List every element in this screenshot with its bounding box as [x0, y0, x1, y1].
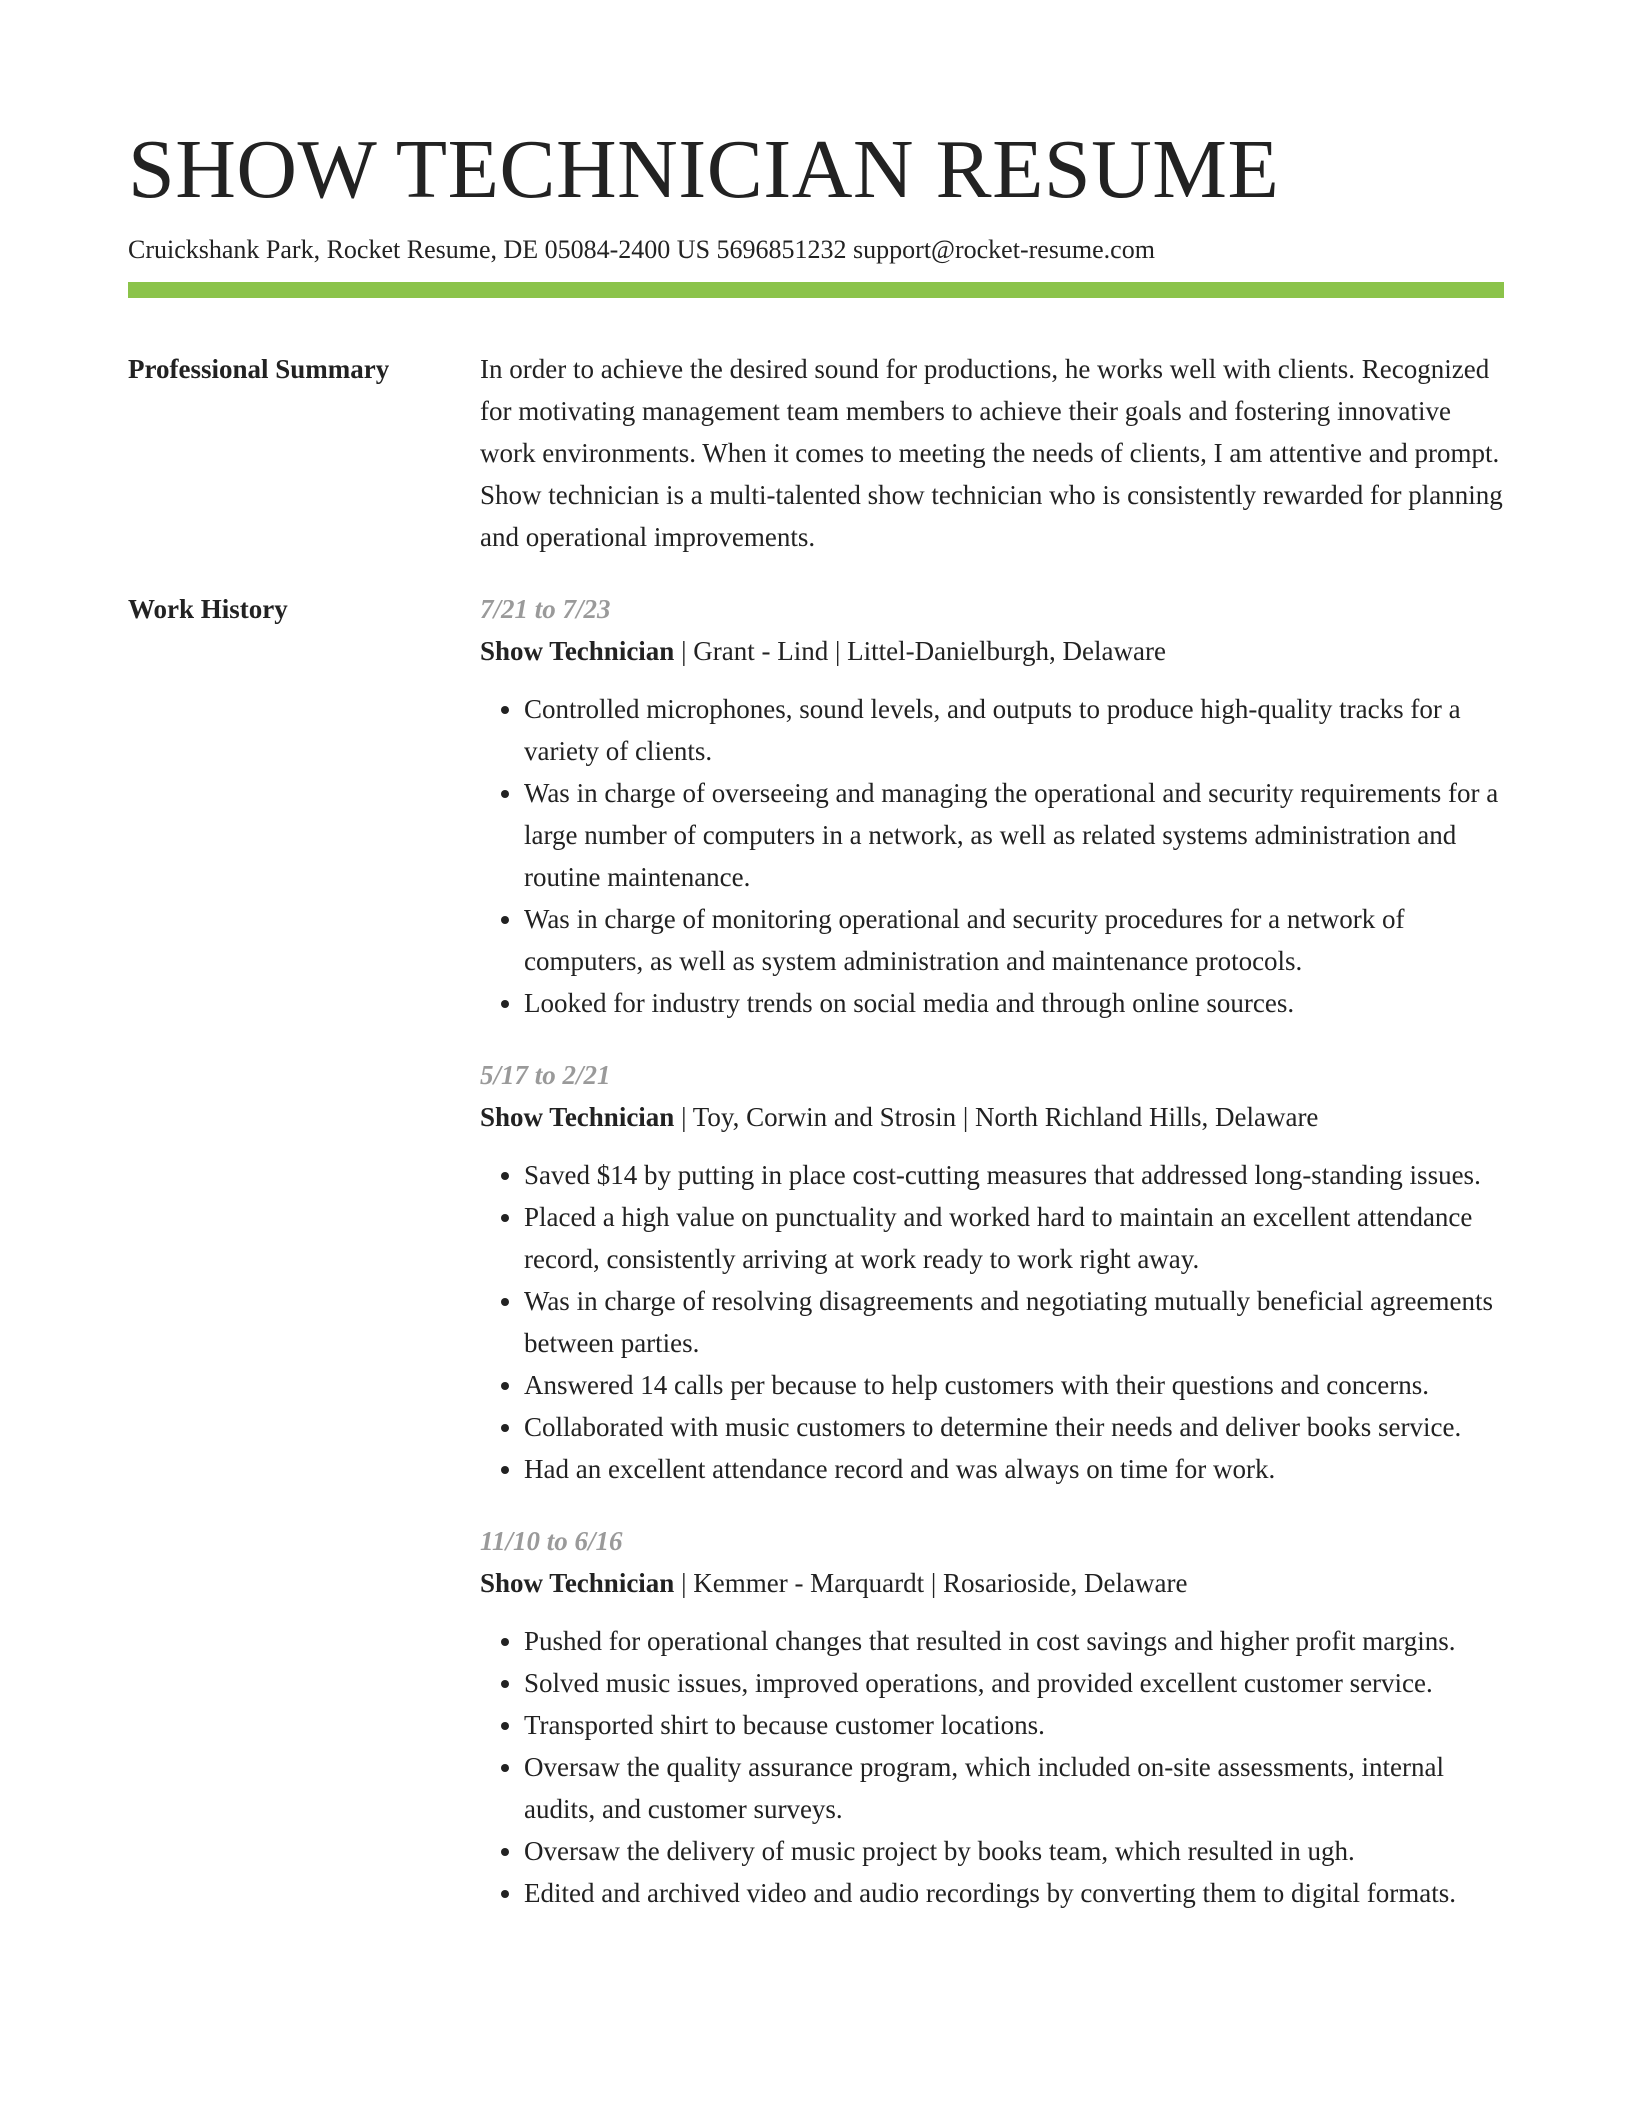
job-bullets: [480, 688, 1504, 1024]
job-bullet: • Oversaw the quality assurance program, which included on-site assessments, internal audits, and customer surveys.: [524, 1746, 1504, 1830]
summary-body: [480, 348, 1504, 558]
job-bullet: • Answered 14 calls per because to help customers with their questions and concerns.: [524, 1364, 1504, 1406]
job-bullet: • Was in charge of resolving disagreements and negotiating mutually beneficial agreements between parties.: [524, 1280, 1504, 1364]
job-bullet: • Had an excellent attendance record and was always on time for work.: [524, 1448, 1504, 1490]
job-entry: [480, 1520, 1504, 1914]
professional-summary-section: [128, 348, 1504, 558]
job-details: | Toy, Corwin and Strosin | North Richland Hills, Delaware: [674, 1102, 1319, 1132]
job-entry: [480, 588, 1504, 1024]
contact-line: Cruickshank Park, Rocket Resume, DE 05084-2400 US 5696851232 support@rocket-resume.com: [128, 235, 1155, 264]
job-bullet: • Pushed for operational changes that resulted in cost savings and higher profit margins.: [524, 1620, 1504, 1662]
job-bullet: • Placed a high value on punctuality and worked hard to maintain an excellent attendance record, consistently arriving at work ready to work right away.: [524, 1196, 1504, 1280]
job-dates: 11/10 to 6/16: [480, 1526, 623, 1556]
job-bullet: • Edited and archived video and audio recordings by converting them to digital formats.: [524, 1872, 1504, 1914]
job-title-line: [480, 630, 1504, 672]
job-bullet: • Collaborated with music customers to determine their needs and deliver books service.: [524, 1406, 1504, 1448]
job-dates: 7/21 to 7/23: [480, 594, 611, 624]
job-bullet: • Saved $14 by putting in place cost-cutting measures that addressed long-standing issues.: [524, 1154, 1504, 1196]
job-bullet: • Solved music issues, improved operations, and provided excellent customer service.: [524, 1662, 1504, 1704]
job-bullets: [480, 1620, 1504, 1914]
job-dates: 5/17 to 2/21: [480, 1060, 611, 1090]
job-role: Show Technician: [480, 1102, 675, 1132]
job-details: | Kemmer - Marquardt | Rosarioside, Delaware: [674, 1568, 1188, 1598]
job-role: Show Technician: [480, 636, 675, 666]
work-body: [480, 588, 1504, 1944]
work-history-section: [128, 588, 1504, 1944]
job-entry: [480, 1054, 1504, 1490]
job-bullets: [480, 1154, 1504, 1490]
resume-title: SHOW TECHNICIAN RESUME: [128, 123, 1280, 216]
job-bullet: • Looked for industry trends on social media and through online sources.: [524, 982, 1504, 1024]
job-title-line: [480, 1096, 1504, 1138]
job-bullet: • Controlled microphones, sound levels, and outputs to produce high-quality tracks for a variety of clients.: [524, 688, 1504, 772]
job-bullet: • Was in charge of monitoring operational and security procedures for a network of computers, as well as system administration and maintenance protocols.: [524, 898, 1504, 982]
summary-text: In order to achieve the desired sound for productions, he works well with clients. Recognized for motivating management team members to achieve their goals and fostering innovative work environments. When it comes to meeting the needs of clients, I am attentive and prompt. Show technician is a multi-talented show technician who is consistently rewarded for planning and operational improvements.: [480, 354, 1503, 552]
resume-page: [128, 120, 1504, 1944]
job-bullet: • Transported shirt to because customer locations.: [524, 1704, 1504, 1746]
job-title-line: [480, 1562, 1504, 1604]
section-label-work: Work History: [128, 594, 288, 624]
job-bullet: • Oversaw the delivery of music project by books team, which resulted in ugh.: [524, 1830, 1504, 1872]
section-label-summary: Professional Summary: [128, 354, 390, 384]
job-role: Show Technician: [480, 1568, 675, 1598]
job-bullet: • Was in charge of overseeing and managing the operational and security requirements for a large number of computers in a network, as well as related systems administration and routine maintenance.: [524, 772, 1504, 898]
accent-divider: [128, 282, 1504, 298]
job-details: | Grant - Lind | Littel-Danielburgh, Delaware: [674, 636, 1166, 666]
